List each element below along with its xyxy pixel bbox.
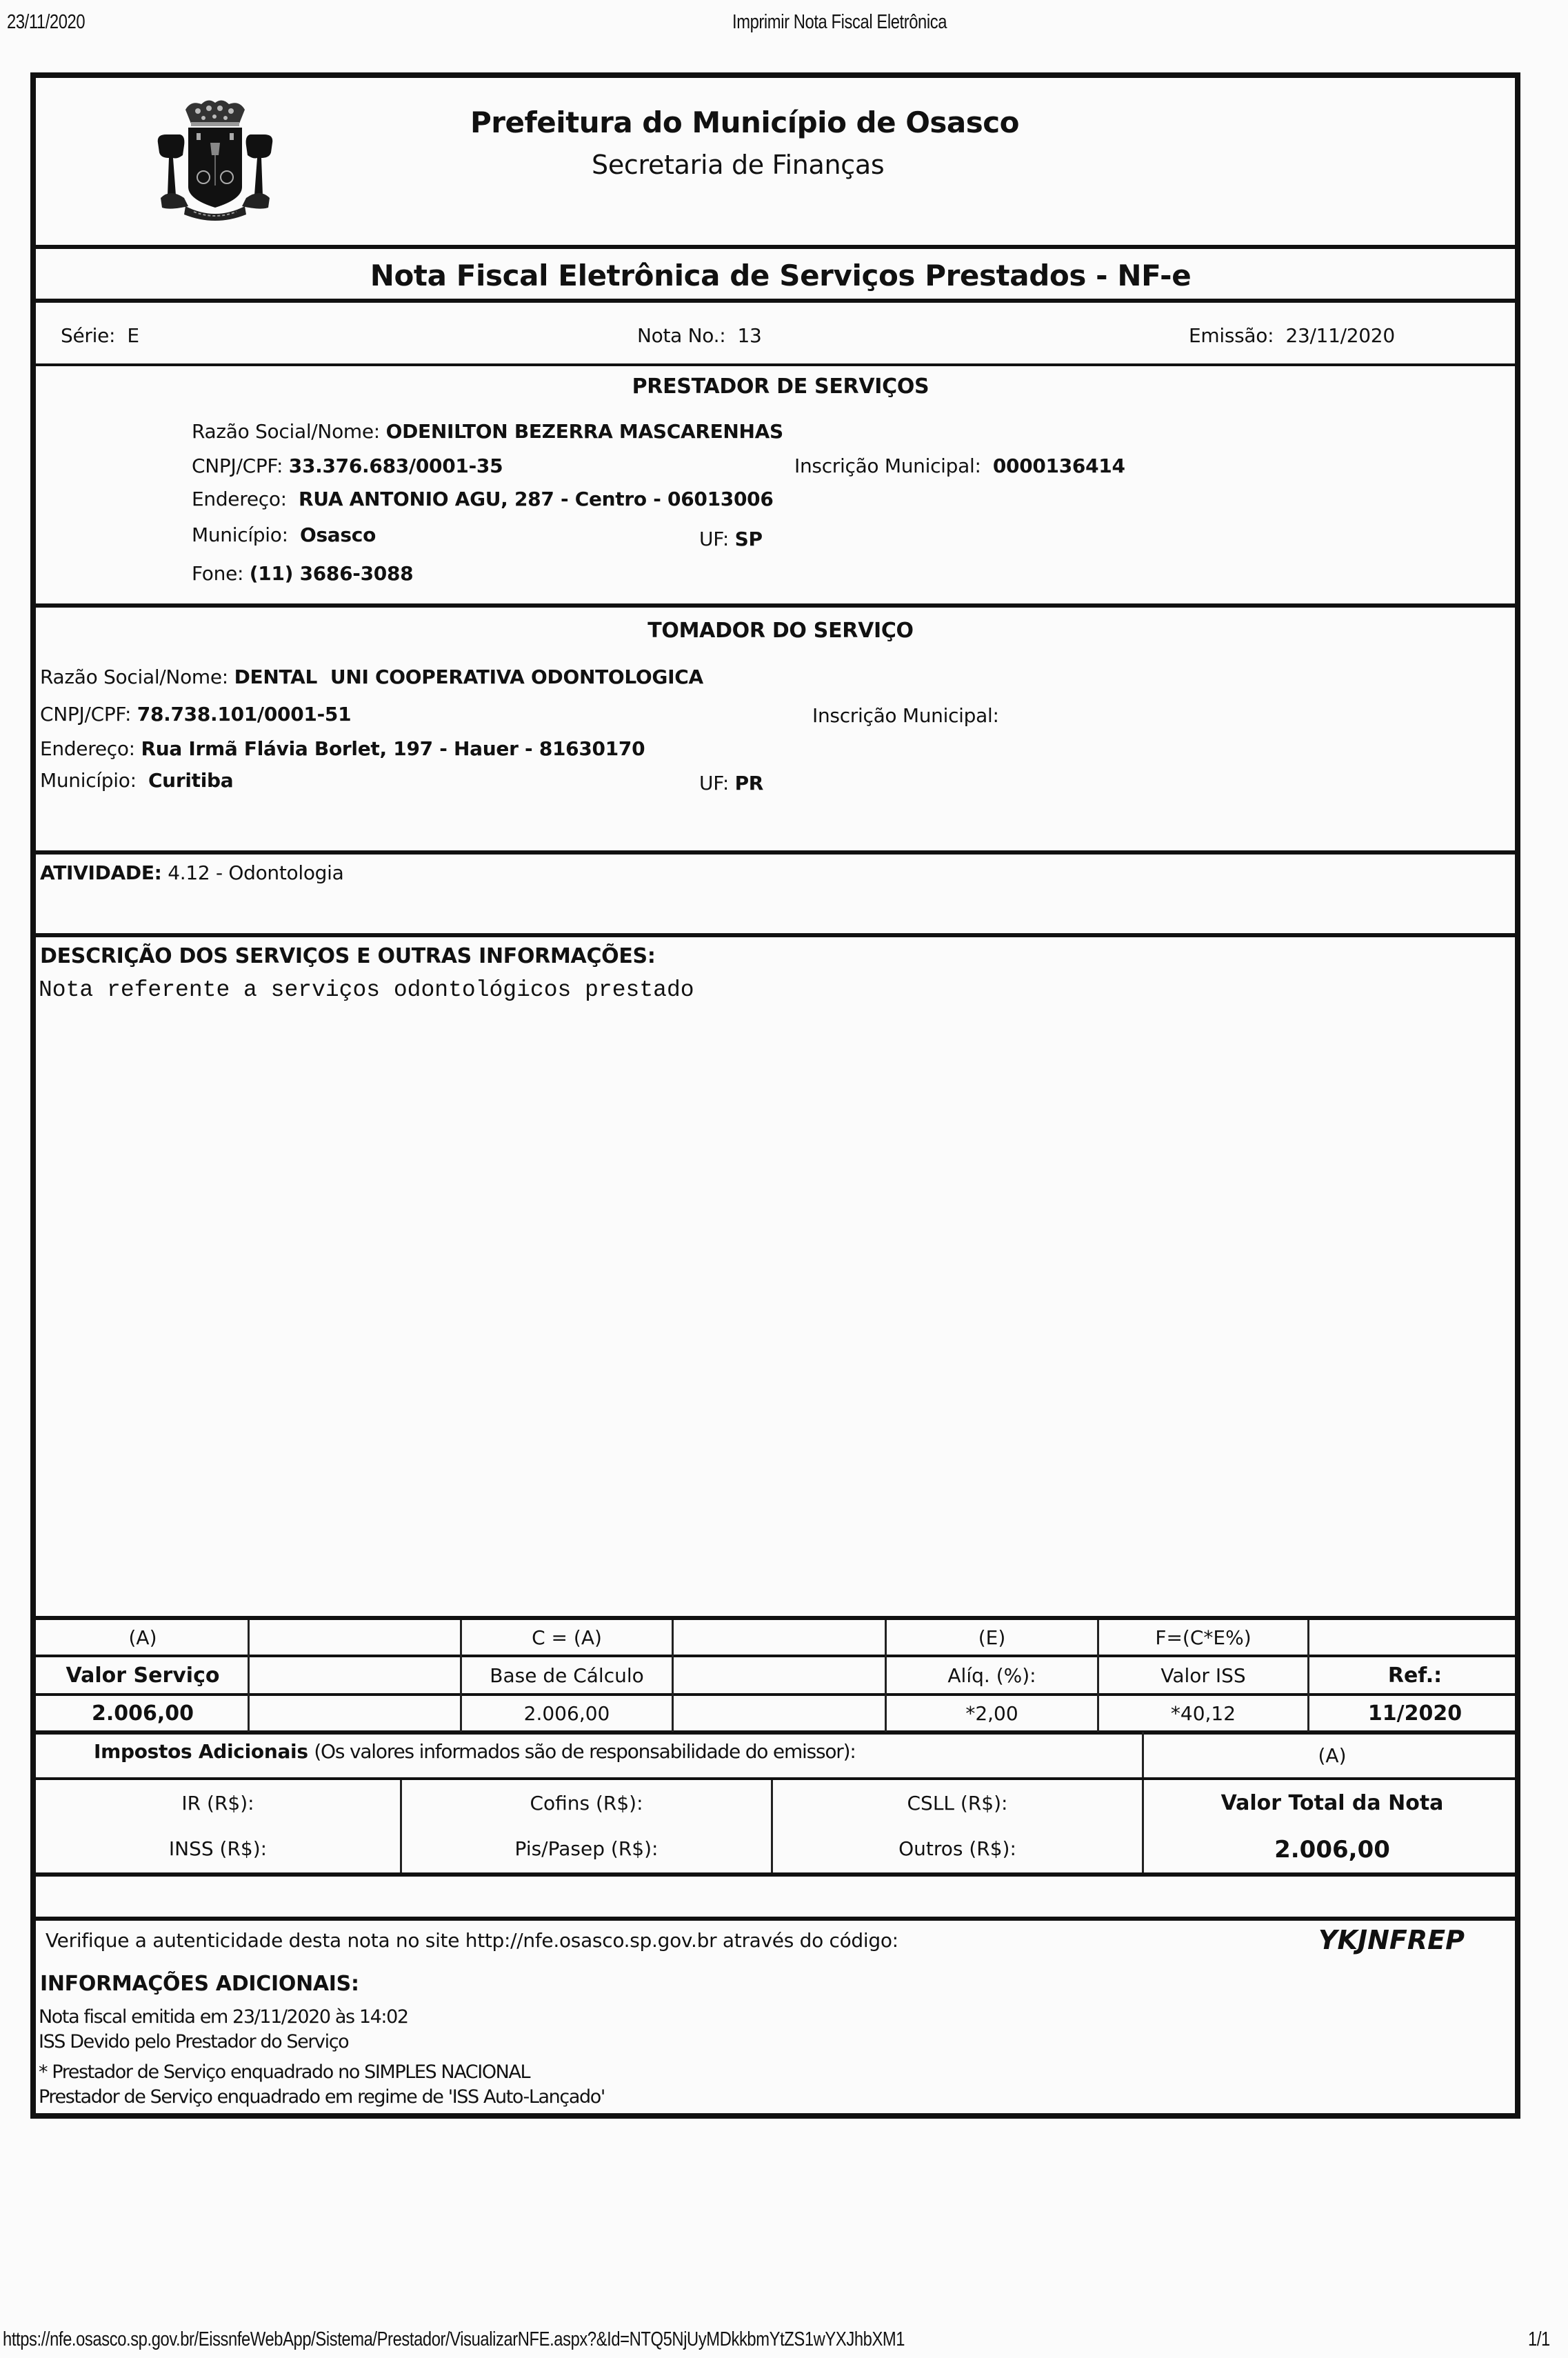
serie-label: Série: bbox=[61, 324, 116, 347]
valores-cell-value-5: *40,12 bbox=[1170, 1701, 1236, 1725]
divider bbox=[36, 363, 1515, 366]
valores-cell-label-5: Valor ISS bbox=[1160, 1663, 1246, 1687]
prestador-municipio-label: Município: bbox=[192, 523, 288, 546]
divider bbox=[36, 299, 1515, 303]
prestador-endereco-label: Endereço: bbox=[192, 488, 287, 510]
tomador-endereco-label: Endereço: bbox=[40, 737, 135, 760]
valores-cell-formula-0: (A) bbox=[128, 1626, 157, 1649]
total-value: 2.006,00 bbox=[1274, 1836, 1390, 1864]
valores-cell-value-2: 2.006,00 bbox=[523, 1701, 610, 1725]
emissao-value: 23/11/2020 bbox=[1285, 324, 1395, 347]
nota-label: Nota No.: bbox=[637, 324, 726, 347]
divider bbox=[36, 603, 1515, 608]
impostos-heading-label: Impostos Adicionais bbox=[94, 1740, 308, 1763]
prestador-im bbox=[794, 454, 1125, 477]
prestador-municipio-value: Osasco bbox=[299, 523, 376, 546]
coat-of-arms-icon bbox=[143, 97, 288, 221]
prestador-im-value: 0000136414 bbox=[992, 454, 1125, 477]
valores-cell-label-6: Ref.: bbox=[1387, 1663, 1443, 1688]
print-date: 23/11/2020 bbox=[7, 11, 86, 33]
org-name: Prefeitura do Município de Osasco bbox=[470, 106, 1020, 139]
descricao-heading: DESCRIÇÃO DOS SERVIÇOS E OUTRAS INFORMAÇÕES: bbox=[40, 944, 656, 968]
tomador-razao-value: DENTAL UNI COOPERATIVA ODONTOLOGICA bbox=[234, 666, 703, 688]
total-formula: (A) bbox=[1318, 1743, 1347, 1767]
info-heading: INFORMAÇÕES ADICIONAIS: bbox=[40, 1972, 359, 1996]
prestador-endereco-value: RUA ANTONIO AGU, 287 - Centro - 06013006 bbox=[299, 488, 774, 510]
nota-number-field bbox=[637, 324, 762, 347]
tomador-municipio-label: Município: bbox=[40, 769, 137, 792]
impostos-heading bbox=[94, 1740, 856, 1763]
prestador-im-label: Inscrição Municipal: bbox=[794, 454, 981, 477]
dept-name: Secretaria de Finanças bbox=[592, 150, 885, 180]
print-url: https://nfe.osasco.sp.gov.br/EissnfeWebApp/Sistema/Prestador/VisualizarNFE.aspx?&Id=NTQ5NjUyMDkkbmYtZS1wYXJhbXM1 bbox=[3, 2328, 905, 2350]
info-line: * Prestador de Serviço enquadrado no SIMPLES NACIONAL bbox=[39, 2061, 530, 2083]
emissao-label: Emissão: bbox=[1189, 324, 1274, 347]
serie-value: E bbox=[127, 324, 139, 347]
atividade-label: ATIVIDADE: bbox=[40, 861, 162, 884]
tax-cofins: Cofins (R$): bbox=[530, 1791, 643, 1815]
tomador-uf-value: PR bbox=[734, 772, 764, 795]
print-title: Imprimir Nota Fiscal Eletrônica bbox=[732, 11, 947, 33]
tomador-heading: TOMADOR DO SERVIÇO bbox=[647, 619, 914, 643]
total-label: Valor Total da Nota bbox=[1220, 1790, 1444, 1815]
prestador-uf-label: UF: bbox=[699, 528, 729, 550]
atividade-value: 4.12 - Odontologia bbox=[168, 861, 344, 884]
tomador-municipio-value: Curitiba bbox=[148, 769, 234, 792]
tax-outros: Outros (R$): bbox=[898, 1837, 1016, 1860]
info-line: Prestador de Serviço enquadrado em regime de 'ISS Auto-Lançado' bbox=[39, 2086, 605, 2108]
tomador-im-label: Inscrição Municipal: bbox=[812, 704, 999, 727]
prestador-endereco bbox=[192, 488, 774, 510]
prestador-fone-value: (11) 3686-3088 bbox=[249, 562, 414, 585]
descricao-text: Nota referente a serviços odontológicos prestado bbox=[39, 977, 694, 1003]
prestador-cnpj bbox=[192, 454, 503, 477]
valores-cell-formula-6 bbox=[1309, 1620, 1520, 1655]
valores-cell-value-1 bbox=[250, 1696, 460, 1730]
valores-cell-formula-2: C = (A) bbox=[532, 1626, 602, 1649]
valores-cell-label-4: Alíq. (%): bbox=[947, 1663, 1036, 1687]
info-line: ISS Devido pelo Prestador do Serviço bbox=[39, 2031, 349, 2052]
print-page-number: 1/1 bbox=[1528, 2328, 1550, 2350]
valores-cell-formula-5: F=(C*E%) bbox=[1155, 1626, 1252, 1649]
divider bbox=[36, 245, 1515, 249]
verification-code[interactable]: YKJNFREP bbox=[1318, 1925, 1465, 1955]
valores-cell-formula-3 bbox=[674, 1620, 885, 1655]
valores-cell-formula-4: (E) bbox=[978, 1626, 1006, 1649]
impostos-heading-note: (Os valores informados são de responsabilidade do emissor): bbox=[314, 1740, 856, 1763]
document-title: Nota Fiscal Eletrônica de Serviços Prestados - NF-e bbox=[370, 259, 1192, 292]
valores-cell-value-6: 11/2020 bbox=[1367, 1701, 1463, 1726]
prestador-razao-label: Razão Social/Nome: bbox=[192, 420, 380, 443]
valores-cell-value-3 bbox=[674, 1696, 885, 1730]
tomador-razao bbox=[40, 666, 703, 688]
emissao-field bbox=[1189, 324, 1395, 347]
valores-cell-label-2: Base de Cálculo bbox=[490, 1663, 644, 1687]
divider bbox=[36, 1917, 1515, 1921]
divider bbox=[36, 850, 1515, 855]
divider bbox=[36, 1872, 1515, 1877]
atividade bbox=[40, 861, 343, 884]
tomador-uf-label: UF: bbox=[699, 772, 729, 795]
tomador-endereco-value: Rua Irmã Flávia Borlet, 197 - Hauer - 81630170 bbox=[141, 737, 645, 760]
prestador-cnpj-label: CNPJ/CPF: bbox=[192, 454, 283, 477]
prestador-fone bbox=[192, 562, 413, 585]
nota-value: 13 bbox=[737, 324, 762, 347]
nfe-document bbox=[30, 72, 1520, 2119]
verify-text: Verifique a autenticidade desta nota no site http://nfe.osasco.sp.gov.br através do código: bbox=[46, 1929, 898, 1952]
tomador-municipio bbox=[40, 769, 233, 792]
tax-csll: CSLL (R$): bbox=[907, 1791, 1008, 1815]
tax-ir: IR (R$): bbox=[181, 1791, 254, 1815]
tomador-cnpj-label: CNPJ/CPF: bbox=[40, 703, 132, 726]
prestador-municipio bbox=[192, 523, 376, 546]
prestador-uf bbox=[699, 528, 763, 550]
tomador-razao-label: Razão Social/Nome: bbox=[40, 666, 228, 688]
tomador-im bbox=[812, 704, 999, 727]
valores-cell-value-0: 2.006,00 bbox=[91, 1701, 194, 1726]
valores-cell-label-0: Valor Serviço bbox=[66, 1663, 220, 1688]
valores-cell-label-1 bbox=[250, 1657, 460, 1693]
prestador-cnpj-value: 33.376.683/0001-35 bbox=[288, 454, 503, 477]
prestador-fone-label: Fone: bbox=[192, 562, 244, 585]
prestador-uf-value: SP bbox=[734, 528, 763, 550]
tax-inss: INSS (R$): bbox=[168, 1837, 268, 1860]
tomador-endereco bbox=[40, 737, 645, 760]
prestador-razao bbox=[192, 420, 783, 443]
prestador-heading: PRESTADOR DE SERVIÇOS bbox=[632, 374, 929, 399]
tomador-cnpj bbox=[40, 703, 351, 726]
tax-pis-pasep: Pis/Pasep (R$): bbox=[514, 1837, 659, 1860]
info-line: Nota fiscal emitida em 23/11/2020 às 14:02 bbox=[39, 2006, 408, 2028]
valores-cell-formula-1 bbox=[250, 1620, 460, 1655]
tomador-cnpj-value: 78.738.101/0001-51 bbox=[137, 703, 352, 726]
serie-field bbox=[61, 324, 139, 347]
divider bbox=[36, 933, 1515, 937]
tomador-uf bbox=[699, 772, 763, 795]
valores-cell-label-3 bbox=[674, 1657, 885, 1693]
prestador-razao-value: ODENILTON BEZERRA MASCARENHAS bbox=[385, 420, 783, 443]
valores-cell-value-4: *2,00 bbox=[965, 1701, 1018, 1725]
